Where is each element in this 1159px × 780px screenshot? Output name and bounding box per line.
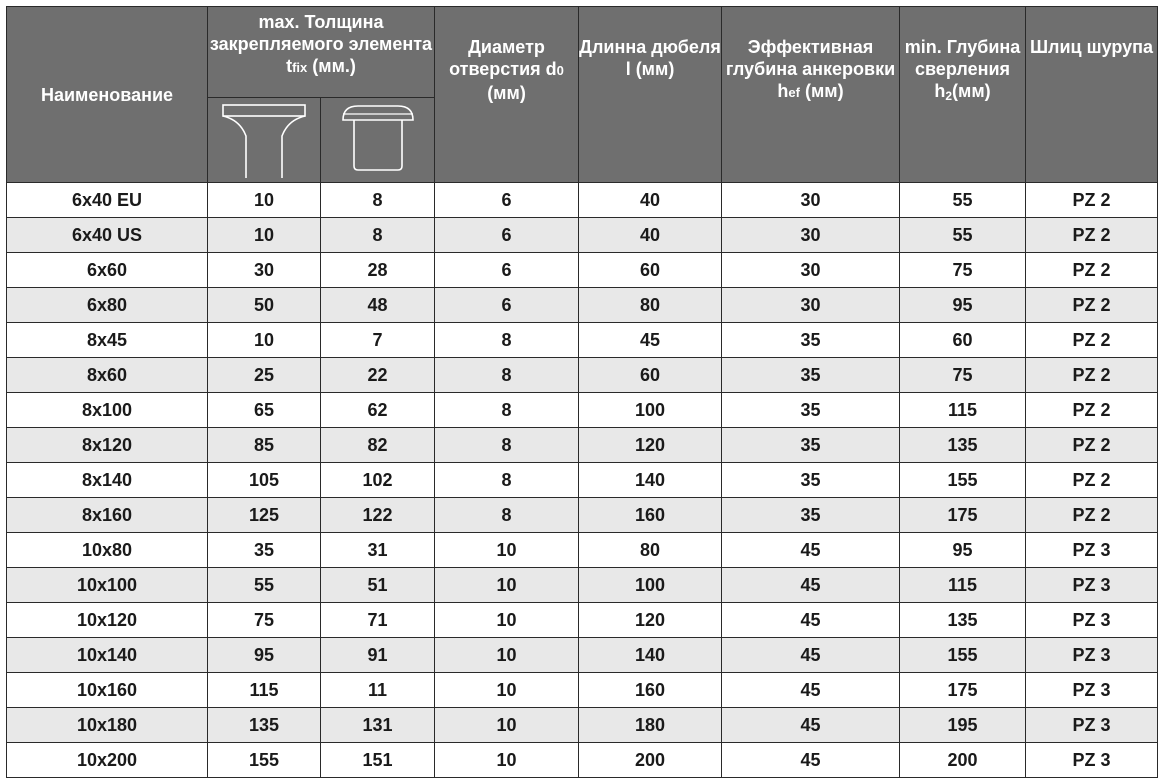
table-row [7, 743, 1158, 778]
cell-slot: PZ 2 [1026, 323, 1158, 358]
cell-tfix-countersunk: 30 [208, 253, 321, 288]
cell-tfix-flat: 62 [321, 393, 435, 428]
cell-tfix-countersunk: 65 [208, 393, 321, 428]
cell-diameter: 10 [435, 568, 579, 603]
header-slot: Шлиц шурупа [1026, 7, 1158, 183]
cell-name: 10x80 [7, 533, 208, 568]
table-row [7, 288, 1158, 323]
cell-tfix-flat: 28 [321, 253, 435, 288]
cell-diameter: 10 [435, 673, 579, 708]
cell-length: 180 [579, 708, 722, 743]
cell-tfix-countersunk: 35 [208, 533, 321, 568]
flat-head-icon [330, 100, 426, 180]
cell-drill-depth: 135 [900, 603, 1026, 638]
cell-length: 100 [579, 393, 722, 428]
cell-anchor-depth: 30 [722, 253, 900, 288]
cell-drill-depth: 135 [900, 428, 1026, 463]
cell-tfix-countersunk: 25 [208, 358, 321, 393]
cell-name: 8x140 [7, 463, 208, 498]
header-row [7, 7, 1158, 98]
cell-tfix-flat: 22 [321, 358, 435, 393]
cell-diameter: 6 [435, 183, 579, 218]
cell-slot: PZ 3 [1026, 603, 1158, 638]
cell-drill-depth: 115 [900, 393, 1026, 428]
cell-tfix-countersunk: 10 [208, 218, 321, 253]
cell-drill-depth: 75 [900, 358, 1026, 393]
cell-tfix-flat: 51 [321, 568, 435, 603]
cell-anchor-depth: 45 [722, 708, 900, 743]
table-row [7, 568, 1158, 603]
cell-tfix-countersunk: 105 [208, 463, 321, 498]
cell-diameter: 6 [435, 288, 579, 323]
cell-anchor-depth: 35 [722, 428, 900, 463]
header-tfix: max. Толщина закрепляемого элемента tfix (мм.) [208, 7, 435, 98]
cell-name: 6x80 [7, 288, 208, 323]
cell-length: 200 [579, 743, 722, 778]
cell-anchor-depth: 30 [722, 288, 900, 323]
cell-name: 6x40 US [7, 218, 208, 253]
cell-tfix-countersunk: 125 [208, 498, 321, 533]
cell-anchor-depth: 45 [722, 743, 900, 778]
cell-anchor-depth: 45 [722, 568, 900, 603]
cell-slot: PZ 2 [1026, 463, 1158, 498]
cell-tfix-countersunk: 55 [208, 568, 321, 603]
cell-drill-depth: 115 [900, 568, 1026, 603]
cell-name: 8x160 [7, 498, 208, 533]
cell-length: 40 [579, 183, 722, 218]
cell-drill-depth: 155 [900, 638, 1026, 673]
cell-tfix-flat: 151 [321, 743, 435, 778]
cell-drill-depth: 75 [900, 253, 1026, 288]
cell-name: 10x140 [7, 638, 208, 673]
cell-slot: PZ 3 [1026, 568, 1158, 603]
header-diameter: Диаметр отверстия d0 (мм) [435, 7, 579, 183]
dowel-spec-table [6, 6, 1158, 778]
table-row [7, 673, 1158, 708]
cell-name: 8x100 [7, 393, 208, 428]
cell-length: 120 [579, 603, 722, 638]
cell-drill-depth: 155 [900, 463, 1026, 498]
table-row [7, 638, 1158, 673]
cell-slot: PZ 3 [1026, 533, 1158, 568]
table-row [7, 428, 1158, 463]
cell-length: 140 [579, 463, 722, 498]
cell-length: 60 [579, 253, 722, 288]
cell-tfix-countersunk: 85 [208, 428, 321, 463]
cell-slot: PZ 3 [1026, 708, 1158, 743]
cell-tfix-flat: 122 [321, 498, 435, 533]
cell-diameter: 10 [435, 708, 579, 743]
cell-diameter: 10 [435, 638, 579, 673]
cell-length: 45 [579, 323, 722, 358]
cell-name: 8x60 [7, 358, 208, 393]
cell-diameter: 6 [435, 253, 579, 288]
cell-slot: PZ 2 [1026, 218, 1158, 253]
cell-name: 10x180 [7, 708, 208, 743]
table-row [7, 533, 1158, 568]
cell-tfix-countersunk: 10 [208, 183, 321, 218]
cell-drill-depth: 200 [900, 743, 1026, 778]
cell-anchor-depth: 45 [722, 533, 900, 568]
cell-length: 160 [579, 673, 722, 708]
cell-tfix-countersunk: 10 [208, 323, 321, 358]
cell-anchor-depth: 35 [722, 323, 900, 358]
cell-tfix-countersunk: 95 [208, 638, 321, 673]
cell-slot: PZ 3 [1026, 743, 1158, 778]
cell-tfix-flat: 102 [321, 463, 435, 498]
cell-diameter: 8 [435, 323, 579, 358]
cell-diameter: 6 [435, 218, 579, 253]
cell-name: 8x45 [7, 323, 208, 358]
cell-length: 100 [579, 568, 722, 603]
table-row [7, 218, 1158, 253]
cell-slot: PZ 2 [1026, 288, 1158, 323]
cell-slot: PZ 3 [1026, 638, 1158, 673]
cell-tfix-countersunk: 155 [208, 743, 321, 778]
cell-name: 10x120 [7, 603, 208, 638]
header-length: Длинна дюбеля l (мм) [579, 7, 722, 183]
cell-anchor-depth: 45 [722, 638, 900, 673]
cell-drill-depth: 60 [900, 323, 1026, 358]
table-row [7, 463, 1158, 498]
cell-diameter: 8 [435, 428, 579, 463]
cell-name: 10x160 [7, 673, 208, 708]
table-row [7, 708, 1158, 743]
cell-tfix-flat: 7 [321, 323, 435, 358]
cell-drill-depth: 55 [900, 218, 1026, 253]
cell-length: 80 [579, 288, 722, 323]
flat-head-cell [321, 98, 435, 183]
cell-anchor-depth: 30 [722, 218, 900, 253]
cell-diameter: 8 [435, 463, 579, 498]
cell-drill-depth: 175 [900, 498, 1026, 533]
cell-anchor-depth: 30 [722, 183, 900, 218]
cell-drill-depth: 95 [900, 288, 1026, 323]
cell-length: 160 [579, 498, 722, 533]
table-row [7, 183, 1158, 218]
cell-length: 140 [579, 638, 722, 673]
cell-drill-depth: 55 [900, 183, 1026, 218]
cell-diameter: 10 [435, 533, 579, 568]
cell-slot: PZ 2 [1026, 183, 1158, 218]
cell-slot: PZ 3 [1026, 673, 1158, 708]
cell-drill-depth: 95 [900, 533, 1026, 568]
countersunk-head-cell [208, 98, 321, 183]
cell-name: 6x60 [7, 253, 208, 288]
cell-name: 6x40 EU [7, 183, 208, 218]
table-row [7, 323, 1158, 358]
cell-name: 10x200 [7, 743, 208, 778]
cell-tfix-countersunk: 115 [208, 673, 321, 708]
cell-tfix-flat: 91 [321, 638, 435, 673]
table-row [7, 498, 1158, 533]
header-name: Наименование [7, 7, 208, 183]
cell-length: 60 [579, 358, 722, 393]
cell-tfix-countersunk: 135 [208, 708, 321, 743]
cell-anchor-depth: 45 [722, 673, 900, 708]
cell-tfix-flat: 131 [321, 708, 435, 743]
cell-slot: PZ 2 [1026, 253, 1158, 288]
cell-tfix-flat: 11 [321, 673, 435, 708]
cell-length: 80 [579, 533, 722, 568]
cell-name: 10x100 [7, 568, 208, 603]
cell-length: 120 [579, 428, 722, 463]
cell-tfix-flat: 71 [321, 603, 435, 638]
cell-tfix-countersunk: 50 [208, 288, 321, 323]
cell-tfix-flat: 48 [321, 288, 435, 323]
cell-slot: PZ 2 [1026, 358, 1158, 393]
cell-tfix-flat: 8 [321, 183, 435, 218]
cell-tfix-countersunk: 75 [208, 603, 321, 638]
cell-name: 8x120 [7, 428, 208, 463]
cell-tfix-flat: 8 [321, 218, 435, 253]
cell-diameter: 8 [435, 393, 579, 428]
cell-slot: PZ 2 [1026, 393, 1158, 428]
cell-anchor-depth: 35 [722, 358, 900, 393]
cell-length: 40 [579, 218, 722, 253]
countersunk-head-icon [216, 100, 312, 180]
cell-anchor-depth: 45 [722, 603, 900, 638]
cell-drill-depth: 195 [900, 708, 1026, 743]
cell-anchor-depth: 35 [722, 498, 900, 533]
cell-slot: PZ 2 [1026, 428, 1158, 463]
table-body [7, 183, 1158, 778]
cell-tfix-flat: 31 [321, 533, 435, 568]
cell-slot: PZ 2 [1026, 498, 1158, 533]
table-row [7, 393, 1158, 428]
header-anchor-depth: Эффективная глубина анкеровки hef (мм) [722, 7, 900, 183]
cell-drill-depth: 175 [900, 673, 1026, 708]
cell-tfix-flat: 82 [321, 428, 435, 463]
cell-diameter: 10 [435, 743, 579, 778]
table-row [7, 603, 1158, 638]
cell-anchor-depth: 35 [722, 463, 900, 498]
header-drill-depth: min. Глубина сверления h2(мм) [900, 7, 1026, 183]
table-row [7, 253, 1158, 288]
cell-anchor-depth: 35 [722, 393, 900, 428]
cell-diameter: 8 [435, 498, 579, 533]
cell-diameter: 10 [435, 603, 579, 638]
table-row [7, 358, 1158, 393]
cell-diameter: 8 [435, 358, 579, 393]
